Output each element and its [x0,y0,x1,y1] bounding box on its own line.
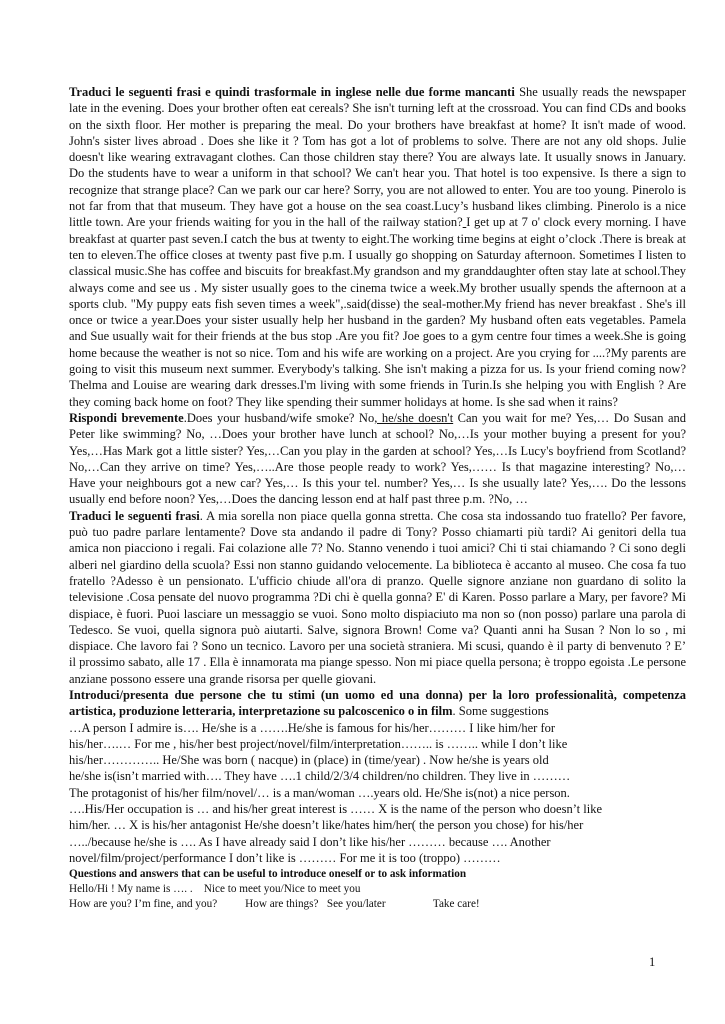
exercise-2-questions-continued: Can you wait for me? Yes,… Do Susan and Peter like swimming? No, …Does your brother have lunch at school? No,…Is your mother buying a present for you? Yes,…Has Mark got a little sister? Yes,…Can you play in the garden at school? Yes,…Is Lucy's boyfriend from Scotland? No,…Can they arrive on time? Yes,…..Are those people ready to work? Yes,…… Is that magazine interesting? No,… Have your neighbours got a new car? Yes,… Is this your tel. number? Yes,… Is she usually late? Yes,…. Do the lessons usually end before noon? Yes,…Does the dancing lesson end at half past three p.m. ?No, … [69,410,686,507]
exercise-4-heading: Introduci/presenta due persone che tu stimi (un uomo ed una donna) per la loro professionalità, competenza artistica, produzione letteraria, interpretazione su palcoscenico o in film [69,687,686,719]
suggestion-line: him/her. … X is his/her antagonist He/she doesn’t like/hates him/her( the person you chose) for his/her [69,818,584,833]
exercise-1 [69,84,686,410]
exercise-1-sentences: She usually reads the newspaper late in the evening. Does your brother often eat cereals? She isn't turning left at the crossroad. You can find CDs and books on the sixth floor. Her mother is preparing the meal. Do your brothers have breakfast at home? It isn't made of wood. John's sister lives abroad . Does she like it ? Tom has got a lot of problems to solve. There are not any old shops. Julie doesn't like wearing extravagant clothes. Can those children stay there? You are always late. It usually snows in January. Do the students have to wear a uniform in that school? We can't hear you. That hotel is too expensive. Is there a sign to recognize that strange place? Can we park our car here? Sorry, you are not allowed to enter. You are too young. Pinerolo is not far from that that museum. They have got a house on the sea coast.Lucy’s husband likes climbing. Pinerolo is a nice little town. Are your friends waiting for you in the hall of the railway station? [69,85,687,230]
suggestion-line: The protagonist of his/her film/novel/… is a man/woman ….years old. He/She is(not) a nice person. [69,785,570,800]
suggestion-line: …A person I admire is…. He/she is a …….He/she is famous for his/her……… I like him/her for [69,720,556,735]
greeting-line: How are you? I’m fine, and you? How are things? See you/later Take care! [69,898,480,911]
exercise-1-sentences-continued: I get up at 7 o' clock every morning. I have breakfast at quarter past seven.I catch the bus at twenty to eight.The working time begins at eight o’clock .There is break at ten to eleven.The office closes at twenty past five p.m. I usually go shopping on Saturday afternoon. Sometimes I listen to classical music.She has coffee and biscuits for breakfast.My grandson and my granddaughter often stay late at school.They always come and see us . My sister usually goes to the cinema twice a week.My brother usually spends the afternoon at a sports club. "My puppy eats fish seven times a week",.said(disse) the seal-mother.My friend has never breakfast . She's ill once or twice a year.Does your sister usually help her husband in the garden? My husband often eats vegetables. Pamela and Sue usually wait for their friends at the bus stop .Are you fit? Joe goes to a gym centre four times a week.She is going home because the weather is not so nice. Tom and his wife are working on a project. Are you crying for ....?My parents are going to visit this museum next summer. Everybody's talking. She isn't making a pizza for us. Is your friend coming now? Thelma and Louise are wearing dark dresses.I'm living with some friends in Turin.Is she helping you with English ? Are they coming back home on foot? They like spending their summer holidays at home. Is she sad when it rains? [69,215,687,409]
exercise-1-heading: Traduci le seguenti frasi e quindi trasformale in inglese nelle due forme mancanti [69,85,515,99]
greeting-line: Hello/Hi ! My name is …. . Nice to meet you/Nice to meet you [69,883,361,896]
exercise-2 [69,410,686,508]
exercise-text [69,84,686,912]
exercise-4-intro: . Some suggestions [452,704,549,719]
exercise-2-heading: Rispondi brevemente [69,410,184,425]
exercise-2-questions: .Does your husband/wife smoke? No [183,410,375,425]
exercise-4 [69,687,686,720]
exercise-5-heading: Questions and answers that can be useful to introduce oneself or to ask information [69,868,467,881]
exercise-3-heading: Traduci le seguenti frasi [69,508,200,523]
exercise-3-sentences: . A mia sorella non piace quella gonna stretta. Che cosa sta indossando tuo fratello? Per favore, può tuo padre parlare lentamente? Dove sta andando il padre di Tony? Posso chiamarti più tardi? Ai genitori della tua amica non piacciono i regali. Fai colazione alle 7? No. Stanno venendo i tuoi amici? Chi ti stai chiamando ? Ci sono degli alberi nel giardino della scuola? Essi non stanno guidando velocemente. La biblioteca è accanto al museo. Che cosa fa tuo fratello ?Adesso è un pensionato. L'ufficio chiude all'ora di pranzo. Quelle signore anziane non guardano di solito la televisione .Cosa pensate del nuovo programma ?Di chi è quella gonna? E' di Karen. Posso parlare a Mary, per favore? Mi dispiace, è fuori. Puoi lasciare un messaggio se vuoi. Sono molto dispiaciuto ma non so (non posso) parlare una parola di Tedesco. Se vuoi, quella signora può aiutarti. Salve, signora Brown! Come va? Quanti anni ha Susan ? Non lo so , mi dispiace. Che lavoro fai ? Sono un tecnico. Lavoro per una società straniera. Mi scusi, quando è il party di benvenuto ? E’ il prossimo sabato, alle 17 . Ella è innamorata ma piange spesso. Non mi piace quella persona; è troppo egoista .Le persone anziane possono essere una grande risorsa per quelle giovani. [69,508,687,686]
page-number: 1 [649,955,656,969]
exercise-3 [69,508,686,687]
suggestion-line: …../because he/she is …. As I have already said I don’t like his/her ……… because …. Another [69,834,551,849]
suggestion-line: his/her….… For me , his/her best project/novel/film/interpretation…….. is …….. while I don’t like [69,736,568,751]
suggestion-line: novel/film/project/performance I don’t like is ……… For me it is too (troppo) ……… [69,850,501,865]
suggestion-line: he/she is(isn’t married with…. They have ….1 child/2/3/4 children/no children. They live in ……… [69,769,571,784]
suggestion-lines [69,720,686,867]
suggestion-line: ….His/Her occupation is … and his/her great interest is …… X is the name of the person who doesn’t like [69,802,602,817]
example-answer: , he/she doesn't [374,410,454,425]
suggestion-line: his/her………….. He/She was born ( nacque) in (place) in (time/year) . Now he/she is years old [69,753,549,768]
